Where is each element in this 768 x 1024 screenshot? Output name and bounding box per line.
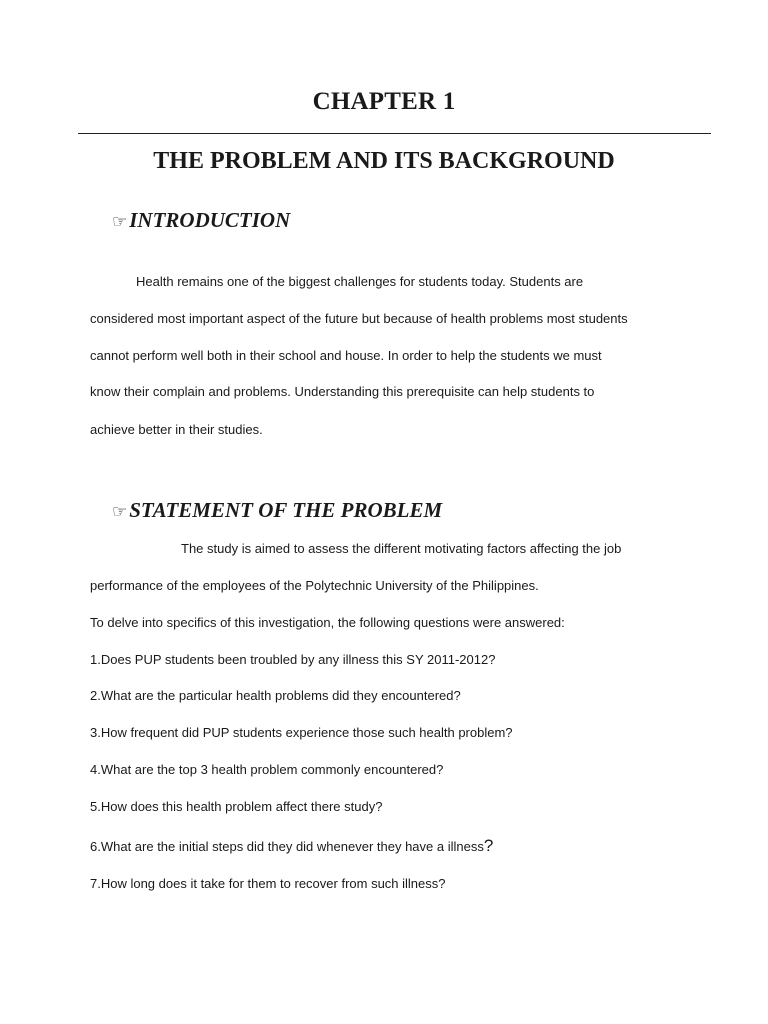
question-7: 7.How long does it take for them to recover from such illness? (90, 876, 446, 891)
statement-heading-text: STATEMENT OF THE PROBLEM (129, 498, 443, 522)
intro-line-1: Health remains one of the biggest challenges for students today. Students are (136, 274, 584, 289)
intro-line-2: considered most important aspect of the future but because of health problems most students (90, 311, 628, 326)
statement-line-2: performance of the employees of the Polytechnic University of the Philippines. (90, 578, 539, 593)
intro-line-5: achieve better in their studies. (90, 422, 263, 437)
pointing-hand-icon: ☞ (112, 502, 128, 522)
question-6-text: 6.What are the initial steps did they did whenever they have a illness (90, 839, 484, 854)
intro-line-4: know their complain and problems. Understanding this prerequisite can help students to (90, 384, 595, 399)
page-title: THE PROBLEM AND ITS BACKGROUND (153, 148, 615, 174)
pointing-hand-icon: ☞ (112, 212, 128, 232)
statement-line-1: The study is aimed to assess the different motivating factors affecting the job (181, 541, 622, 556)
statement-line-3: To delve into specifics of this investigation, the following questions were answered: (90, 615, 565, 630)
question-3: 3.How frequent did PUP students experience those such health problem? (90, 725, 513, 740)
question-6 (90, 838, 493, 855)
statement-heading (112, 498, 442, 523)
question-4: 4.What are the top 3 health problem commonly encountered? (90, 762, 444, 777)
introduction-heading-text: INTRODUCTION (129, 208, 291, 232)
introduction-heading (112, 208, 290, 233)
intro-line-3: cannot perform well both in their school and house. In order to help the students we must (90, 348, 602, 363)
question-1: 1.Does PUP students been troubled by any illness this SY 2011-2012? (90, 652, 496, 667)
question-2: 2.What are the particular health problems did they encountered? (90, 688, 461, 703)
heading-divider (78, 133, 711, 134)
question-6-mark: ? (483, 836, 494, 855)
question-5: 5.How does this health problem affect there study? (90, 799, 383, 814)
chapter-heading: CHAPTER 1 (312, 88, 456, 115)
